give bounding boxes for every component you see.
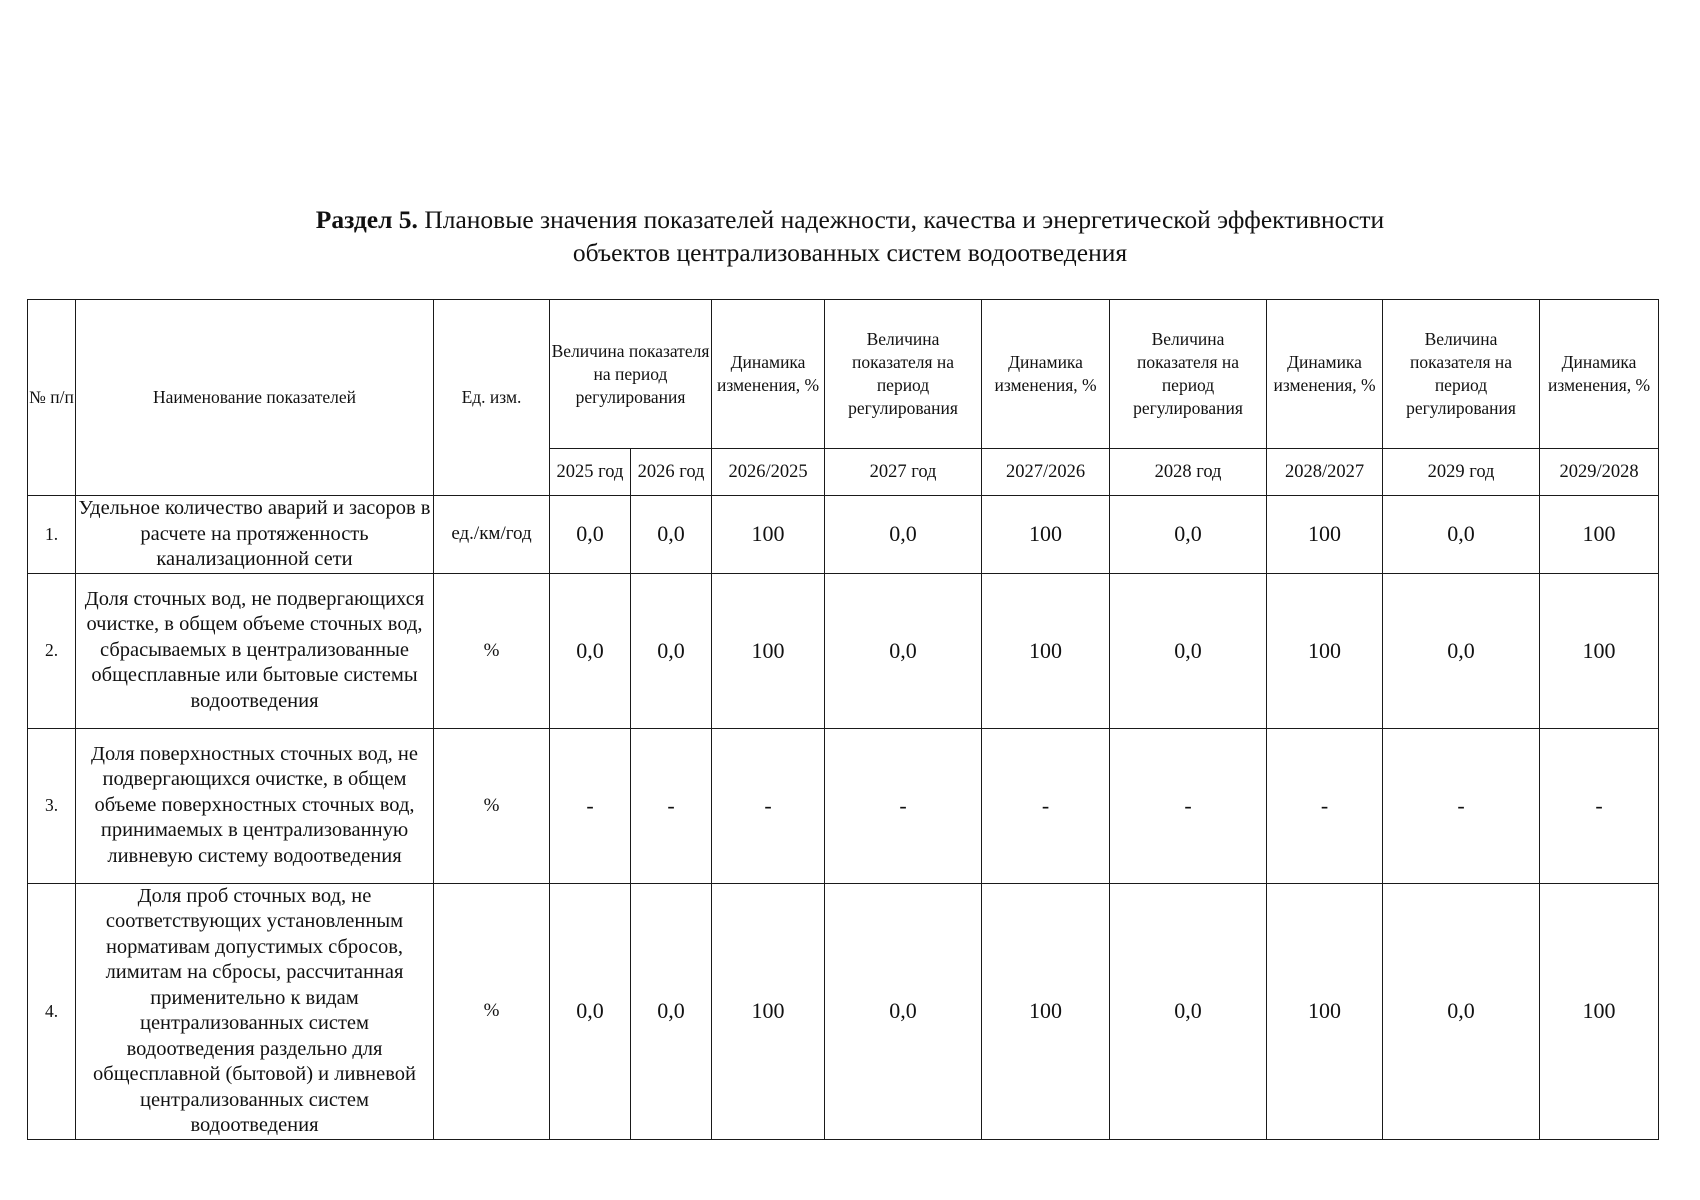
indicator-name: Удельное количество аварий и засоров в расчете на протяженность канализационной сети: [76, 496, 434, 574]
dynamics-2029-2028: 100: [1540, 573, 1659, 728]
header-dynamics-2028: Динамика изменения, %: [1267, 300, 1383, 449]
value-2027: -: [825, 728, 982, 883]
value-2027: 0,0: [825, 883, 982, 1139]
header-year-2028: 2028 год: [1110, 449, 1267, 496]
value-2029: -: [1383, 728, 1540, 883]
value-2026: -: [631, 728, 712, 883]
unit-cell: %: [434, 728, 550, 883]
indicator-name: Доля поверхностных сточных вод, не подвергающихся очистке, в общем объеме поверхностных сточных вод, принимаемых в централизованную ливневую систему водоотведения: [76, 728, 434, 883]
dynamics-2026-2025: 100: [712, 496, 825, 574]
dynamics-2026-2025: -: [712, 728, 825, 883]
unit-cell: ед./км/год: [434, 496, 550, 574]
table-row: [28, 883, 1659, 1139]
dynamics-2027-2026: 100: [982, 496, 1110, 574]
dynamics-2026-2025: 100: [712, 883, 825, 1139]
dynamics-2026-2025: 100: [712, 573, 825, 728]
value-2029: 0,0: [1383, 496, 1540, 574]
header-ratio-2027-2026: 2027/2026: [982, 449, 1110, 496]
header-unit: Ед. изм.: [434, 300, 550, 496]
value-2025: 0,0: [550, 883, 631, 1139]
indicator-name: Доля проб сточных вод, не соответствующих установленным нормативам допустимых сбросов, лимитам на сбросы, рассчитанная применительно к видам централизованных систем водоотведения раздельно для общесплавной (бытовой) и ливневой централизованных систем водоотведения: [76, 883, 434, 1139]
row-number: 1.: [28, 496, 76, 574]
table-row: [28, 573, 1659, 728]
value-2026: 0,0: [631, 573, 712, 728]
value-2026: 0,0: [631, 496, 712, 574]
dynamics-2029-2028: 100: [1540, 496, 1659, 574]
table-row: [28, 496, 1659, 574]
value-2028: 0,0: [1110, 883, 1267, 1139]
row-number: 3.: [28, 728, 76, 883]
page-title: [0, 203, 1700, 269]
header-ratio-2026-2025: 2026/2025: [712, 449, 825, 496]
value-2028: -: [1110, 728, 1267, 883]
dynamics-2028-2027: 100: [1267, 883, 1383, 1139]
header-dynamics-2029: Динамика изменения, %: [1540, 300, 1659, 449]
header-value-2027: Величина показателя на период регулирования: [825, 300, 982, 449]
header-year-2025: 2025 год: [550, 449, 631, 496]
header-name: Наименование показателей: [76, 300, 434, 496]
unit-cell: %: [434, 883, 550, 1139]
value-2025: 0,0: [550, 573, 631, 728]
dynamics-2028-2027: 100: [1267, 496, 1383, 574]
dynamics-2027-2026: 100: [982, 883, 1110, 1139]
dynamics-2029-2028: -: [1540, 728, 1659, 883]
value-2025: 0,0: [550, 496, 631, 574]
value-2026: 0,0: [631, 883, 712, 1139]
header-dynamics-2026: Динамика изменения, %: [712, 300, 825, 449]
unit-cell: %: [434, 573, 550, 728]
dynamics-2028-2027: 100: [1267, 573, 1383, 728]
header-value-2028: Величина показателя на период регулирования: [1110, 300, 1267, 449]
value-2027: 0,0: [825, 573, 982, 728]
row-number: 4.: [28, 883, 76, 1139]
indicators-table: [27, 299, 1659, 1140]
indicator-name: Доля сточных вод, не подвергающихся очистке, в общем объеме сточных вод, сбрасываемых в централизованные общесплавные или бытовые системы водоотведения: [76, 573, 434, 728]
header-value-2029: Величина показателя на период регулирования: [1383, 300, 1540, 449]
value-2025: -: [550, 728, 631, 883]
title-text-1: Плановые значения показателей надежности, качества и энергетической эффективности: [424, 205, 1385, 234]
header-value-2025-2026: Величина показателя на период регулирования: [550, 300, 712, 449]
row-number: 2.: [28, 573, 76, 728]
header-year-2029: 2029 год: [1383, 449, 1540, 496]
header-num: № п/п: [28, 300, 76, 496]
title-line-1: [0, 203, 1700, 236]
header-ratio-2029-2028: 2029/2028: [1540, 449, 1659, 496]
dynamics-2027-2026: 100: [982, 573, 1110, 728]
value-2029: 0,0: [1383, 883, 1540, 1139]
header-year-2027: 2027 год: [825, 449, 982, 496]
value-2027: 0,0: [825, 496, 982, 574]
dynamics-2028-2027: -: [1267, 728, 1383, 883]
dynamics-2027-2026: -: [982, 728, 1110, 883]
table-row: [28, 728, 1659, 883]
header-ratio-2028-2027: 2028/2027: [1267, 449, 1383, 496]
value-2029: 0,0: [1383, 573, 1540, 728]
dynamics-2029-2028: 100: [1540, 883, 1659, 1139]
section-label: Раздел 5.: [315, 205, 418, 234]
title-line-2: объектов централизованных систем водоотведения: [572, 238, 1128, 267]
header-dynamics-2027: Динамика изменения, %: [982, 300, 1110, 449]
value-2028: 0,0: [1110, 573, 1267, 728]
header-year-2026: 2026 год: [631, 449, 712, 496]
value-2028: 0,0: [1110, 496, 1267, 574]
